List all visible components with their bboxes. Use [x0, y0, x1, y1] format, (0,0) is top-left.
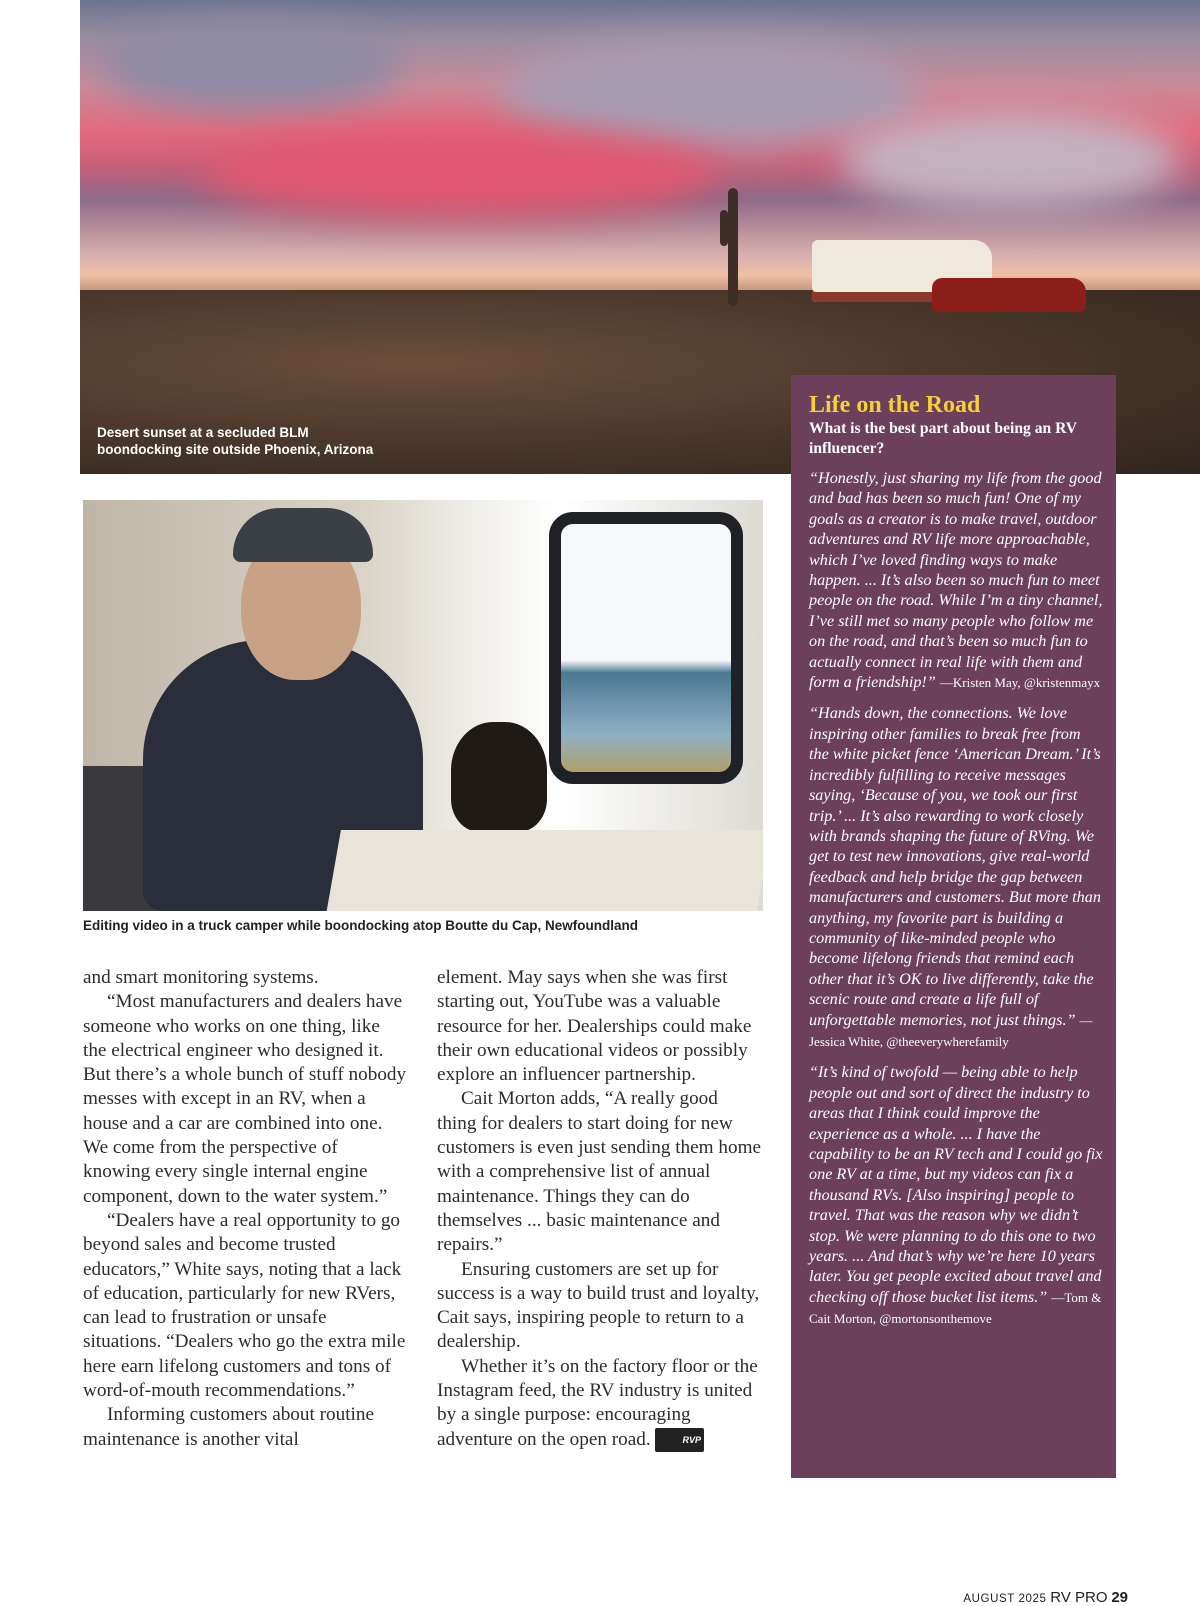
- sidebar-quote: [809, 468, 1103, 693]
- quote-text: “Honestly, just sharing my life from the good and bad has been so much fun! One of my goals as a creator is to make travel, outdoor adventures and RV life more approachable, which I’ve loved finding ways to make happen. ... It’s also been so much fun to meet people on the road. While I’m a tiny channel, I’ve still met so many people who follow me on the road, and that’s been so much fun to actually connect in real life with them and form a friendship!”: [809, 469, 1103, 692]
- paragraph: element. May says when she was first starting out, YouTube was a valuable resource for her. Dealerships could make their own educational videos or possibly explore an influencer partnership.: [437, 967, 752, 1086]
- article-column-1: [83, 966, 408, 1452]
- quote-text: “It’s kind of twofold — being able to help people out and sort of direct the industry to areas that I think could improve the experience as a whole. ... I have the capability to be an RV tech and I could go fix one RV at a time, but my videos can fix a thousand RVs. [Also inspiring] people to travel. That was the reason why we didn’t stop. We were planning to do this one to two years. ... And that’s why we’re here 10 years later. You get people excited about travel and checking off those bucket list items.”: [809, 1063, 1103, 1306]
- sidebar-question: What is the best part about being an RV influencer?: [809, 420, 1077, 457]
- sidebar-title: Life on the Road: [809, 392, 981, 418]
- hero-caption: [97, 424, 417, 458]
- paragraph-final: [437, 1355, 762, 1452]
- cloud: [840, 110, 1180, 210]
- camper-window: [549, 512, 743, 784]
- paragraph: Cait Morton adds, “A really good thing for dealers to start doing for new customers is even just sending them home with a comprehensive list of annual maintenance. Things they can do themselves ... basic maintenance and repairs.”: [437, 1088, 762, 1256]
- saguaro-cactus: [728, 188, 738, 306]
- page-number: 29: [1111, 1589, 1128, 1606]
- end-mark-logo: RVP: [655, 1428, 704, 1452]
- sidebar-quote: [809, 703, 1103, 1052]
- paragraph: and smart monitoring systems.: [83, 967, 319, 988]
- red-pickup-truck: [932, 278, 1086, 312]
- magazine-name: RV PRO: [1050, 1589, 1108, 1606]
- paragraph: Informing customers about routine maintenance is another vital: [83, 1404, 374, 1450]
- hero-caption-line: boondocking site outside Phoenix, Arizona: [97, 442, 374, 457]
- camper-photo: [83, 500, 763, 911]
- paragraph: “Dealers have a real opportunity to go beyond sales and become trusted educators,” White says, noting that a lack of education, particularly for new RVers, can lead to frustration or unsafe situations. “Dealers who go the extra mile here earn lifelong customers and tons of word-of-mouth recommendations.”: [83, 1209, 406, 1402]
- article-column-2: [437, 966, 762, 1452]
- dog: [451, 722, 547, 832]
- quote-attribution: —Kristen May, @kristenmayx: [939, 675, 1101, 691]
- backwards-cap: [233, 508, 373, 562]
- sidebar-life-on-the-road: [791, 375, 1116, 1478]
- saguaro-cactus-arm: [720, 210, 728, 246]
- paragraph: “Most manufacturers and dealers have someone who works on one thing, like the electrical engineer who designed it. But there’s a whole bunch of stuff nobody messes with except in an RV, when a house and a car are combined into one. We come from the perspective of knowing every single internal engine component, down to the water system.”: [83, 991, 407, 1207]
- desk-with-keyboard: [325, 830, 763, 911]
- paragraph-text: Whether it’s on the factory floor or the Instagram feed, the RV industry is united by a single purpose: encouraging adventure on the open road.: [437, 1355, 758, 1450]
- cloud: [200, 130, 720, 220]
- paragraph: Ensuring customers are set up for success is a way to build trust and loyalty, Cait says, inspiring people to return to a dealership.: [437, 1258, 760, 1353]
- sidebar-quote: [809, 1062, 1103, 1329]
- issue-date: AUGUST 2025: [963, 1593, 1047, 1605]
- quote-attribution: —Tom & Cait Morton, @mortonsonthemove: [809, 1289, 1102, 1327]
- hero-caption-line: Desert sunset at a secluded BLM: [97, 425, 309, 440]
- quote-attribution: —Jessica White, @theeverywherefamily: [809, 1012, 1093, 1049]
- cloud: [100, 20, 400, 110]
- quote-text: “Hands down, the connections. We love inspiring other families to break free from the white picket fence ‘American Dream.’ It’s incredibly fulfilling to receive messages saying, ‘Because of you, we took our first trip.’ ... It’s also rewarding to work closely with brands shaping the future of RVing. We get to test new innovations, give real-world feedback and help bridge the gap between manufacturers and customers. But more than anything, my favorite part is building a community of like-minded people who become lifelong friends that remind each other that it’s OK to live differently, take the scenic route and create a life full of unforgettable memories, not just things.”: [809, 704, 1101, 1029]
- page-footer: [963, 1589, 1128, 1606]
- camper-photo-caption: Editing video in a truck camper while boondocking atop Boutte du Cap, Newfoundland: [83, 918, 639, 933]
